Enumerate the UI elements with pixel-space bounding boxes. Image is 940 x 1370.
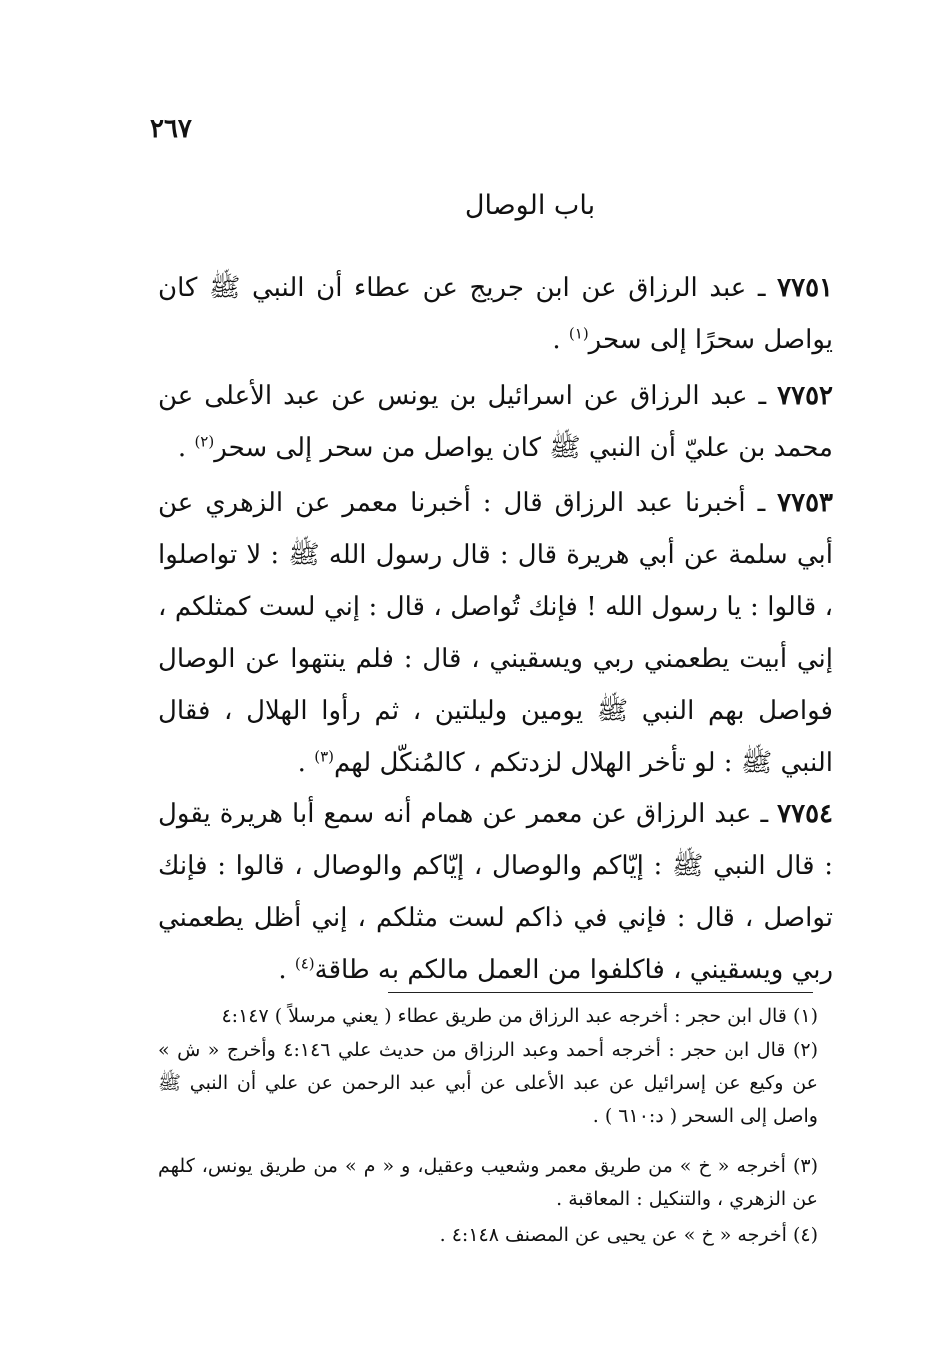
footnote-marker: (١) [792, 1005, 818, 1027]
hadith-number: ٧٧٥١ [777, 273, 833, 303]
footnote-divider [388, 992, 813, 993]
hadith-text: عبد الرزاق عن معمر عن همام أنه سمع أبا هريرة يقول : قال النبي ﷺ : إيّاكم والوصال ، إيّاكم والوصال ، قالوا : فإنك تواصل ، قال : فإني في ذاكم لست مثلكم ، إني أظل يطعمني ربي ويسقيني ، فاكلفوا من العمل مالكم به طاقة [158, 799, 833, 985]
hadith-text: أخبرنا عبد الرزاق قال : أخبرنا معمر عن الزهري عن أبي سلمة عن أبي هريرة قال : قال رسول الله ﷺ : لا تواصلوا ، قالوا : يا رسول الله ! فإنك تُواصل ، قال : إني لست كمثلكم ، إني أبيت يطعمني ربي ويسقيني ، قال : فلم ينتهوا عن الوصال فواصل بهم النبي ﷺ يومين وليلتين ، ثم رأوا الهلال ، فقال النبي ﷺ : لو تأخر الهلال لزدتكم ، كالمُنكّل لهم [158, 488, 833, 778]
footnote-ref: (٤) [294, 954, 315, 973]
footnote-ref: (١) [568, 324, 589, 343]
hadith-number: ٧٧٥٤ [777, 799, 833, 829]
hadith-text: عبد الرزاق عن اسرائيل بن يونس عن عبد الأعلى عن محمد بن عليّ أن النبي ﷺ كان يواصل من سحر إلى سحر [158, 381, 833, 463]
hadith-7753: ٧٧٥٣ ـ أخبرنا عبد الرزاق قال : أخبرنا معمر عن الزهري عن أبي سلمة عن أبي هريرة قال : قال رسول الله ﷺ : لا تواصلوا ، قالوا : يا رسول الله ! فإنك تُواصل ، قال : إني لست كمثلكم ، إني أبيت يطعمني ربي ويسقيني ، قال : فلم ينتهوا عن الوصال فواصل بهم النبي ﷺ يومين وليلتين ، ثم رأوا الهلال ، فقال النبي ﷺ : لو تأخر الهلال لزدتكم ، كالمُنكّل لهم$^{(٣)}$ . [158, 488, 833, 778]
footnote-marker: (٤) [792, 1224, 818, 1246]
footnote-3 [158, 1150, 818, 1216]
footnote-text: أخرجه « خ » عن يحيى عن المصنف ٤:١٤٨ . [439, 1224, 787, 1246]
footnote-2 [158, 1034, 818, 1133]
footnote-marker: (٢) [792, 1039, 818, 1061]
footnote-marker: (٣) [792, 1155, 818, 1177]
hadith-7752: ٧٧٥٢ ـ عبد الرزاق عن اسرائيل بن يونس عن عبد الأعلى عن محمد بن عليّ أن النبي ﷺ كان يواصل من سحر إلى سحر$^{(٢)}$ . [158, 381, 833, 463]
footnote-1 [158, 1000, 818, 1033]
hadith-number: ٧٧٥٣ [777, 488, 833, 518]
footnote-4 [158, 1219, 818, 1252]
hadith-number: ٧٧٥٢ [777, 381, 833, 411]
footnote-text: أخرجه « خ » من طريق معمر وشعيب وعقيل، و « م » من طريق يونس، كلهم عن الزهري ، والتنكيل : المعاقبة . [158, 1155, 818, 1210]
footnote-ref: (٣) [314, 747, 334, 766]
hadith-7751: ٧٧٥١ ـ عبد الرزاق عن ابن جريج عن عطاء أن النبي ﷺ كان يواصل سحرًا إلى سحر$^{(١)}$ . [158, 273, 833, 355]
footnote-text: قال ابن حجر : أخرجه أحمد وعبد الرزاق من حديث علي ٤:١٤٦ وأخرج « ش » عن وكيع عن إسرائيل عن عبد الأعلى عن أبي عبد الرحمن عن علي أن النبي ﷺ واصل إلى السحر ( د:٦١٠ ) . [158, 1039, 818, 1127]
footnote-text: قال ابن حجر : أخرجه عبد الرزاق من طريق عطاء ( يعني مرسلاً ) ٤:١٤٧ [221, 1005, 787, 1027]
footnote-ref: (٢) [194, 432, 215, 451]
hadith-text: عبد الرزاق عن ابن جريج عن عطاء أن النبي ﷺ كان يواصل سحرًا إلى سحر [158, 273, 833, 355]
chapter-title: باب الوصال [464, 190, 596, 221]
hadith-7754: ٧٧٥٤ ـ عبد الرزاق عن معمر عن همام أنه سمع أبا هريرة يقول : قال النبي ﷺ : إيّاكم والوصال ، إيّاكم والوصال ، قالوا : فإنك تواصل ، قال : فإني في ذاكم لست مثلكم ، إني أظل يطعمني ربي ويسقيني ، فاكلفوا من العمل مالكم به طاقة$^{(٤)}$ . [158, 799, 833, 985]
page-number: ٢٦٧ [150, 114, 192, 144]
